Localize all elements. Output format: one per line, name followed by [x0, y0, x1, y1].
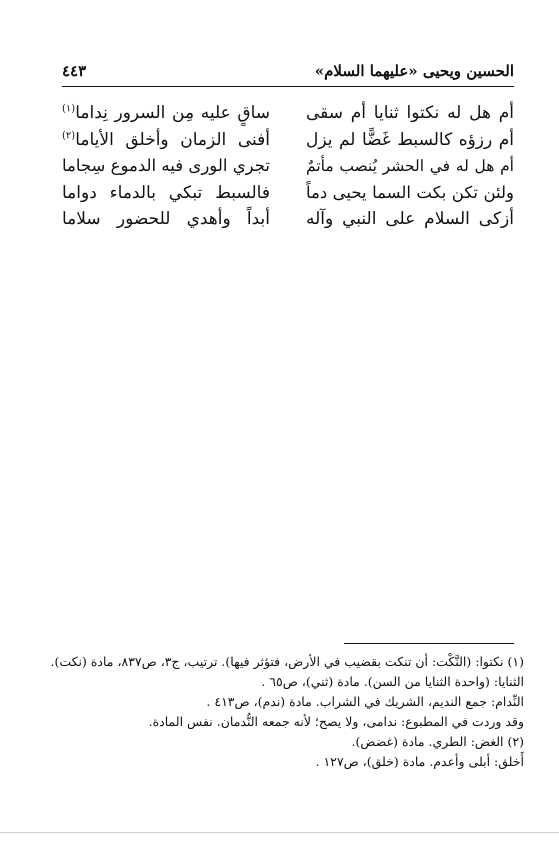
- footnote-line: (٢) الغض: الطري. مادة (غضض).: [351, 734, 524, 749]
- verse-second-hemistich: تجري الورى فيه الدموع سِجاما: [62, 156, 270, 175]
- page-bottom-edge: [0, 832, 559, 833]
- header-rule: [62, 86, 514, 87]
- verse: [62, 180, 514, 207]
- chapter-title: الحسين ويحيى «عليهما السلام»: [314, 62, 514, 80]
- verse-second-hemistich: فالسبط تبكي بالدماء دواما: [62, 182, 270, 203]
- verse: [62, 153, 514, 180]
- verse-first-hemistich: أم رزؤه كالسبط غَضًّا لم يزل: [306, 129, 514, 150]
- page-number: ٤٤٣: [62, 62, 87, 80]
- footnote-line: الثنايا: (واحدة الثنايا من السن). مادة (ثني)، ص٦٥ .: [261, 674, 524, 689]
- verse-first-hemistich: أم هل له نكتوا ثنايا أم سقى: [306, 103, 514, 123]
- verse: [62, 127, 514, 154]
- verse-second-hemistich: أبداً وأهدي للحضور سلاما: [62, 209, 270, 229]
- verse-first-hemistich: أم هل له في الحشر يُنصب مأتمٌ: [306, 157, 514, 175]
- footnote-line: أَخلق: أبلى وأعدم. مادة (خلق)، ص١٢٧ .: [315, 754, 524, 769]
- verse-second-hemistich: أفنى الزمان وأخلق الأياما$^{(٢)}$: [62, 129, 270, 150]
- footnotes: [30, 652, 524, 772]
- footnote-line: وقد وردت في المطبوع: ندامى، ولا يصح؛ لأنه جمعه النُّدمان. نفس المادة.: [148, 714, 524, 729]
- footnote-marker: (٢): [62, 129, 76, 141]
- footnote-line: النِّدام: جمع النديم، الشريك في الشراب. مادة (ندم)، ص٤١٣ .: [206, 694, 524, 709]
- footnote-marker: (١): [62, 103, 76, 115]
- footnote-separator: [344, 643, 514, 644]
- footnote-line: (١) نكتوا: (النَّكْت: أن تنكت بقضيب في الأرض، فتؤثر فيها). ترتيب، ج٣، ص٨٣٧، مادة (نكت).: [50, 654, 524, 669]
- poem: [62, 100, 514, 233]
- verse: [62, 100, 514, 127]
- verse: [62, 206, 514, 233]
- verse-first-hemistich: ولئن تكن بكت السما يحيى دماً: [306, 182, 514, 202]
- running-header: [62, 60, 514, 84]
- verse-second-hemistich: ساقٍ عليه مِن السرور نِداما$^{(١)}$: [62, 103, 270, 123]
- verse-first-hemistich: أزكى السلام على النبي وآله: [306, 209, 514, 229]
